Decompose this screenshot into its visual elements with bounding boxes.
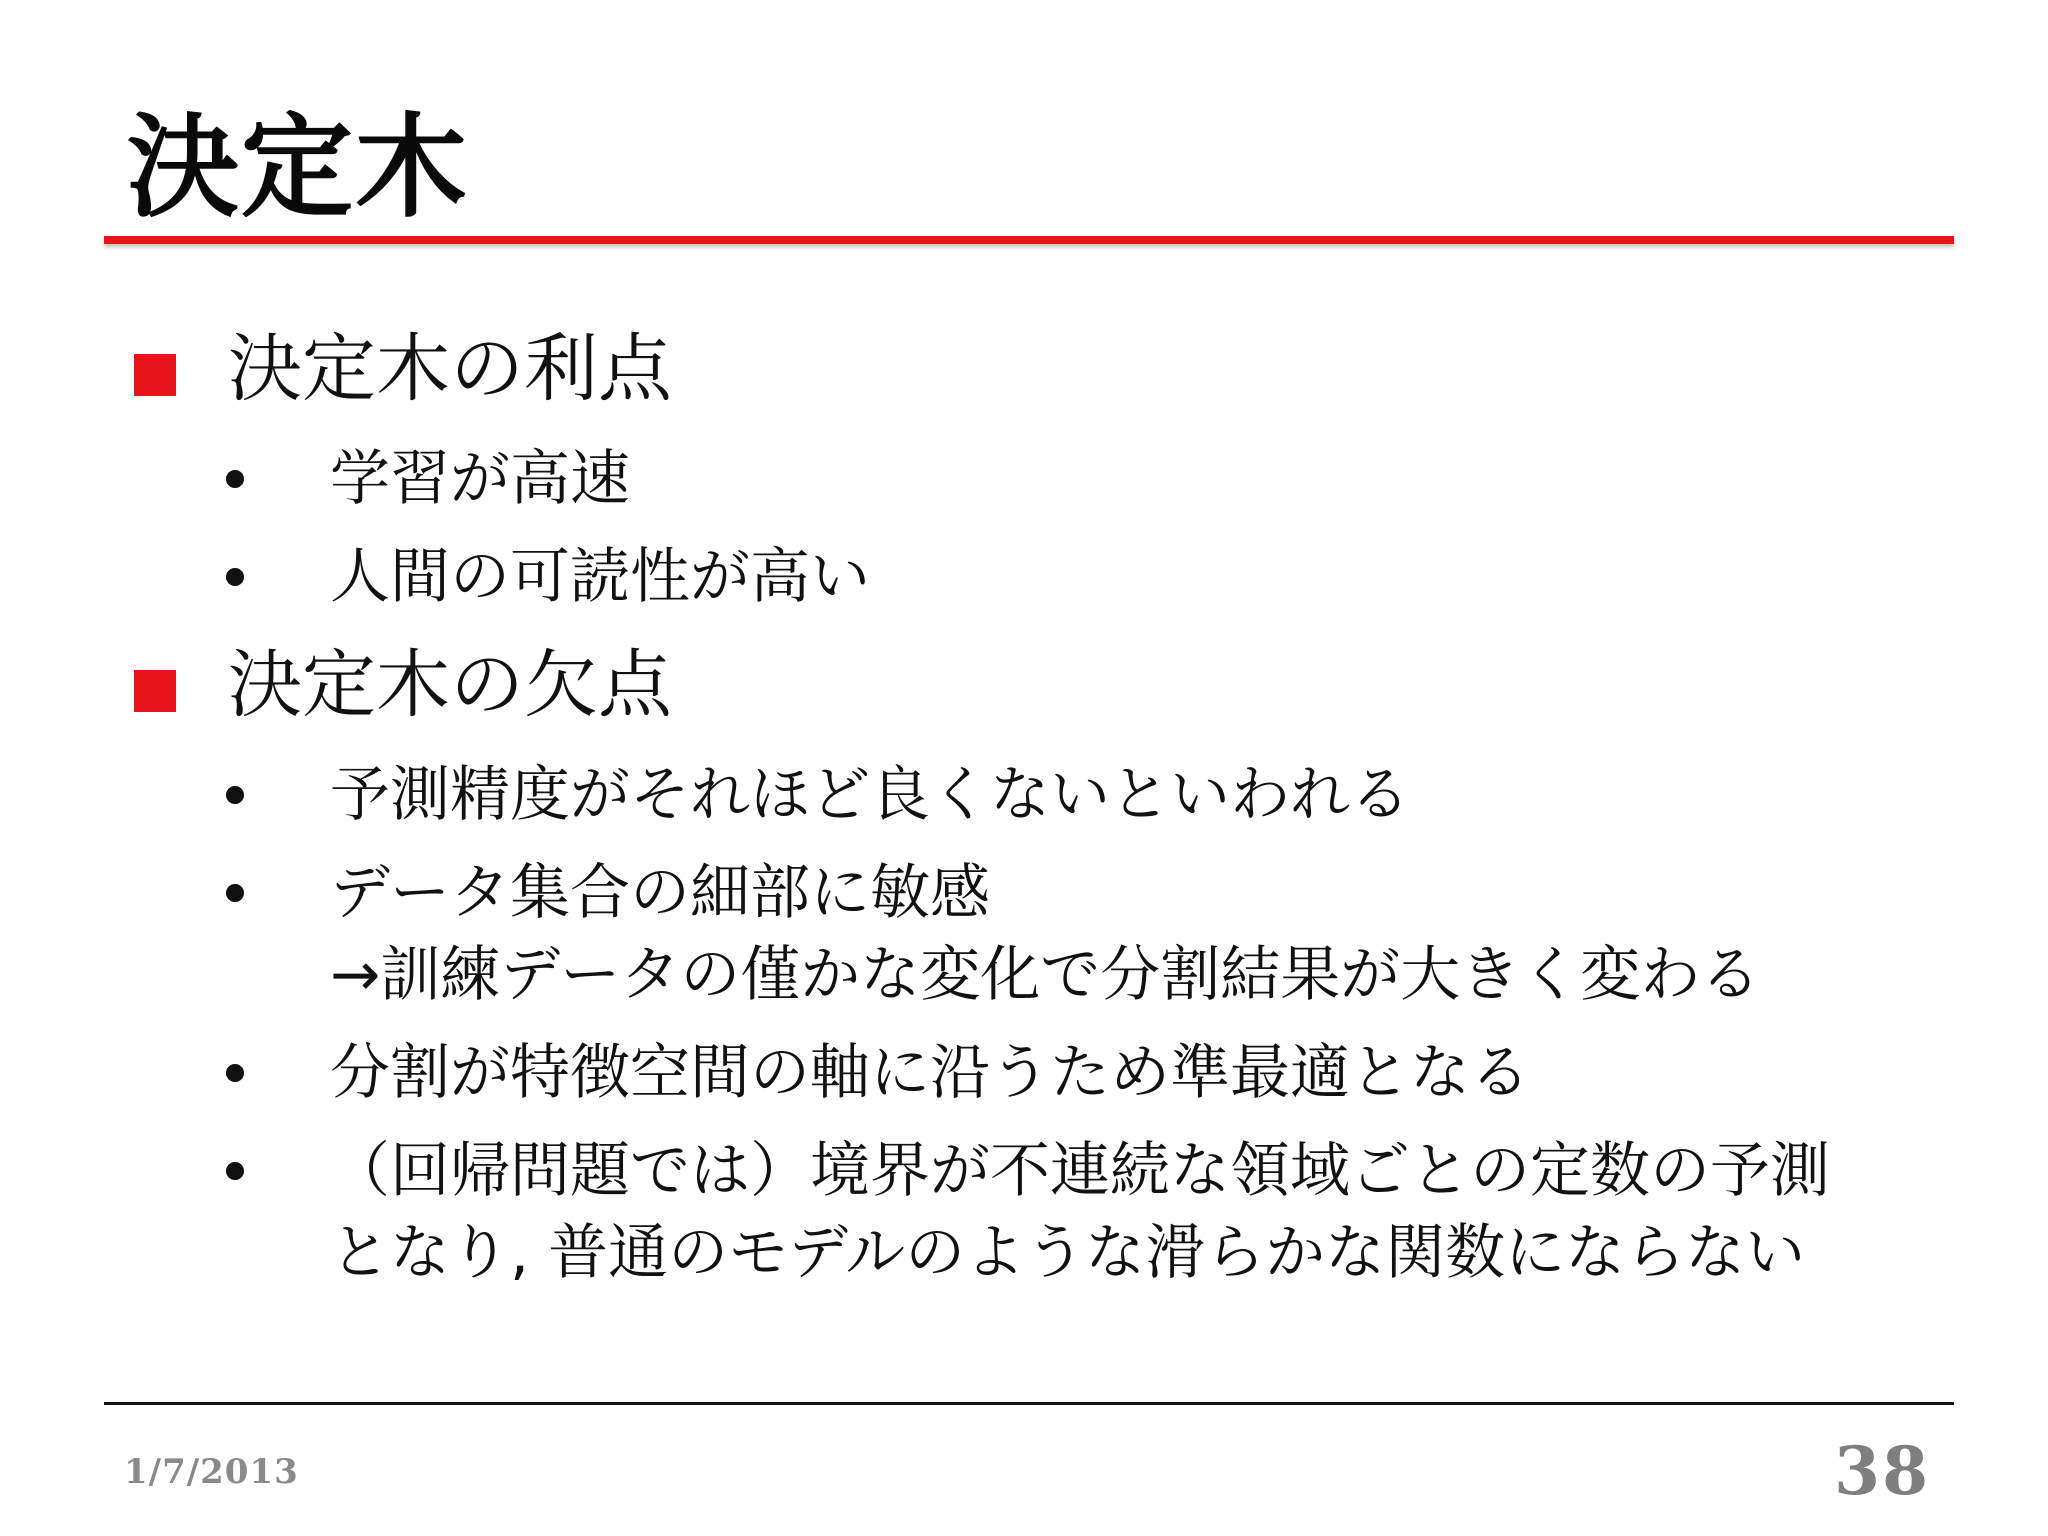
bullet-dot-icon bbox=[226, 568, 244, 586]
section-heading: 決定木の欠点 bbox=[228, 642, 672, 728]
footer-date: 1/7/2013 bbox=[124, 1452, 299, 1492]
bullet-dot-icon bbox=[226, 884, 244, 902]
list-item-text-continuation: →訓練データの僅かな変化で分割結果が大きく変わる bbox=[330, 940, 1761, 1010]
bullet-dot-icon bbox=[226, 470, 244, 488]
bullet-dot-icon bbox=[226, 1162, 244, 1180]
slide-title: 決定木 bbox=[127, 103, 469, 233]
square-bullet-icon bbox=[134, 354, 176, 396]
section-heading: 決定木の利点 bbox=[228, 326, 672, 412]
list-item-text: 分割が特徴空間の軸に沿うため準最適となる bbox=[330, 1038, 1530, 1108]
list-item-text: 予測精度がそれほど良くないといわれる bbox=[330, 760, 1410, 830]
list-item-text: データ集合の細部に敏感 bbox=[330, 858, 990, 928]
bullet-dot-icon bbox=[226, 786, 244, 804]
bullet-dot-icon bbox=[226, 1064, 244, 1082]
list-item-text: 人間の可読性が高い bbox=[330, 542, 870, 612]
list-item-text-continuation: となり, 普通のモデルのような滑らかな関数にならない bbox=[330, 1218, 1806, 1288]
footer-divider bbox=[104, 1402, 1954, 1405]
square-bullet-icon bbox=[134, 670, 176, 712]
page-number: 38 bbox=[1834, 1432, 1930, 1510]
title-underline bbox=[104, 236, 1954, 244]
list-item-text: 学習が高速 bbox=[330, 444, 630, 514]
list-item-text: （回帰問題では）境界が不連続な領域ごとの定数の予測 bbox=[330, 1136, 1830, 1206]
